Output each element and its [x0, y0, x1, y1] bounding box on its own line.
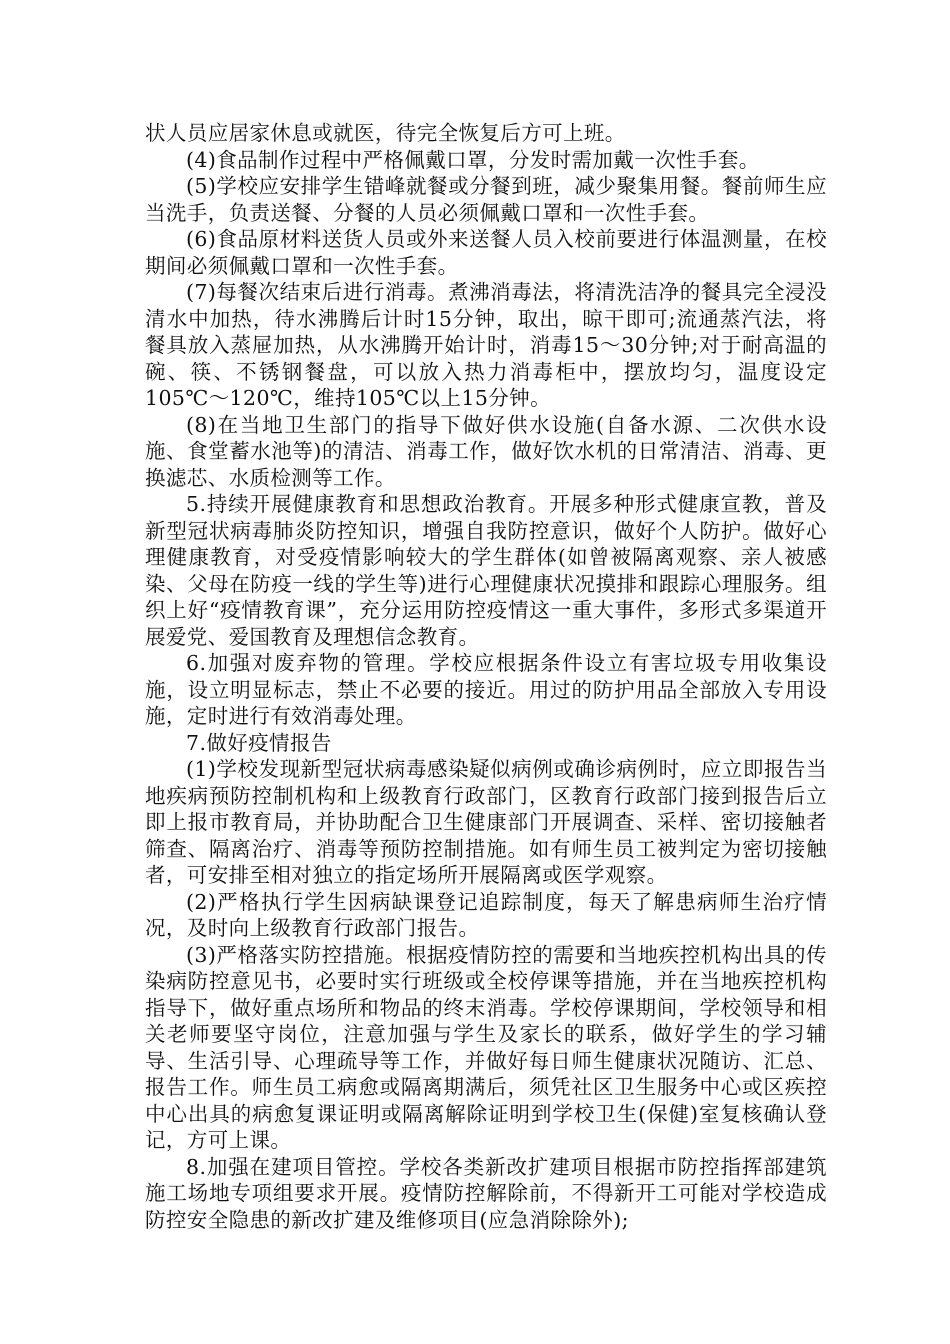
paragraph: 8.加强在建项目管控。学校各类新改扩建项目根据市防控指挥部建筑施工场地专项组要求开展。疫情防控解除前，不得新开工可能对学校造成防控安全隐患的新改扩建及维修项目(应急消除除外);: [145, 1154, 827, 1232]
paragraph: 6.加强对废弃物的管理。学校应根据条件设立有害垃圾专用收集设施，设立明显标志，禁止不必要的接近。用过的防护用品全部放入专用设施，定时进行有效消毒处理。: [145, 651, 827, 728]
paragraph: (5)学校应安排学生错峰就餐或分餐到班，减少聚集用餐。餐前师生应当洗手，负责送餐、分餐的人员必须佩戴口罩和一次性手套。: [145, 174, 827, 225]
paragraph: (3)严格落实防控措施。根据疫情防控的需要和当地疾控机构出具的传染病防控意见书，必要时实行班级或全校停课等措施，并在当地疾控机构指导下，做好重点场所和物品的终末消毒。学校停课期间，学校领导和相关老师要坚守岗位，注意加强与学生及家长的联系，做好学生的学习辅导、生活引导、心理疏导等工作，并做好每日师生健康状况随访、汇总、报告工作。师生员工病愈或隔离期满后，须凭社区卫生服务中心或区疾控中心出具的病愈复课证明或隔离解除证明到学校卫生(保健)室复核确认登记，方可上课。: [145, 942, 827, 1152]
document-page: [145, 120, 827, 1233]
paragraph: (2)严格执行学生因病缺课登记追踪制度，每天了解患病师生治疗情况，及时向上级教育行政部门报告。: [145, 889, 827, 940]
paragraph: (8)在当地卫生部门的指导下做好供水设施(自备水源、二次供水设施、食堂蓄水池等)的清洁、消毒工作，做好饮水机的日常清洁、消毒、更换滤芯、水质检测等工作。: [145, 412, 827, 490]
paragraph: (6)食品原材料送货人员或外来送餐人员入校前要进行体温测量，在校期间必须佩戴口罩和一次性手套。: [145, 227, 827, 278]
paragraph: (4)食品制作过程中严格佩戴口罩，分发时需加戴一次性手套。: [186, 147, 760, 172]
paragraph: (1)学校发现新型冠状病毒感染疑似病例或确诊病例时，应立即报告当地疾病预防控制机构和上级教育行政部门，区教育行政部门接到报告后立即上报市教育局，并协助配合卫生健康部门开展调查、采样、密切接触者筛查、隔离治疗、消毒等预防控制措施。如有师生员工被判定为密切接触者，可安排至相对独立的指定场所开展隔离或医学观察。: [145, 757, 827, 887]
paragraph: 7.做好疫情报告: [186, 730, 332, 755]
paragraph: 5.持续开展健康教育和思想政治教育。开展多种形式健康宣教，普及新型冠状病毒肺炎防控知识，增强自我防控意识，做好个人防护。做好心理健康教育，对受疫情影响较大的学生群体(如曾被隔离观察、亲人被感染、父母在防疫一线的学生等)进行心理健康状况摸排和跟踪心理服务。组织上好“疫情教育课”，充分运用防控疫情这一重大事件，多形式多渠道开展爱党、爱国教育及理想信念教育。: [145, 492, 827, 649]
paragraph: (7)每餐次结束后进行消毒。煮沸消毒法，将清洗洁净的餐具完全浸没清水中加热，待水沸腾后计时15分钟，取出，晾干即可;流通蒸汽法，将餐具放入蒸屉加热，从水沸腾开始计时，消毒15～30分钟;对于耐高温的碗、筷、不锈钢餐盘，可以放入热力消毒柜中，摆放均匀，温度设定105℃～120℃，维持105℃以上15分钟。: [145, 280, 827, 410]
paragraph: 状人员应居家休息或就医，待完全恢复后方可上班。: [145, 121, 626, 145]
